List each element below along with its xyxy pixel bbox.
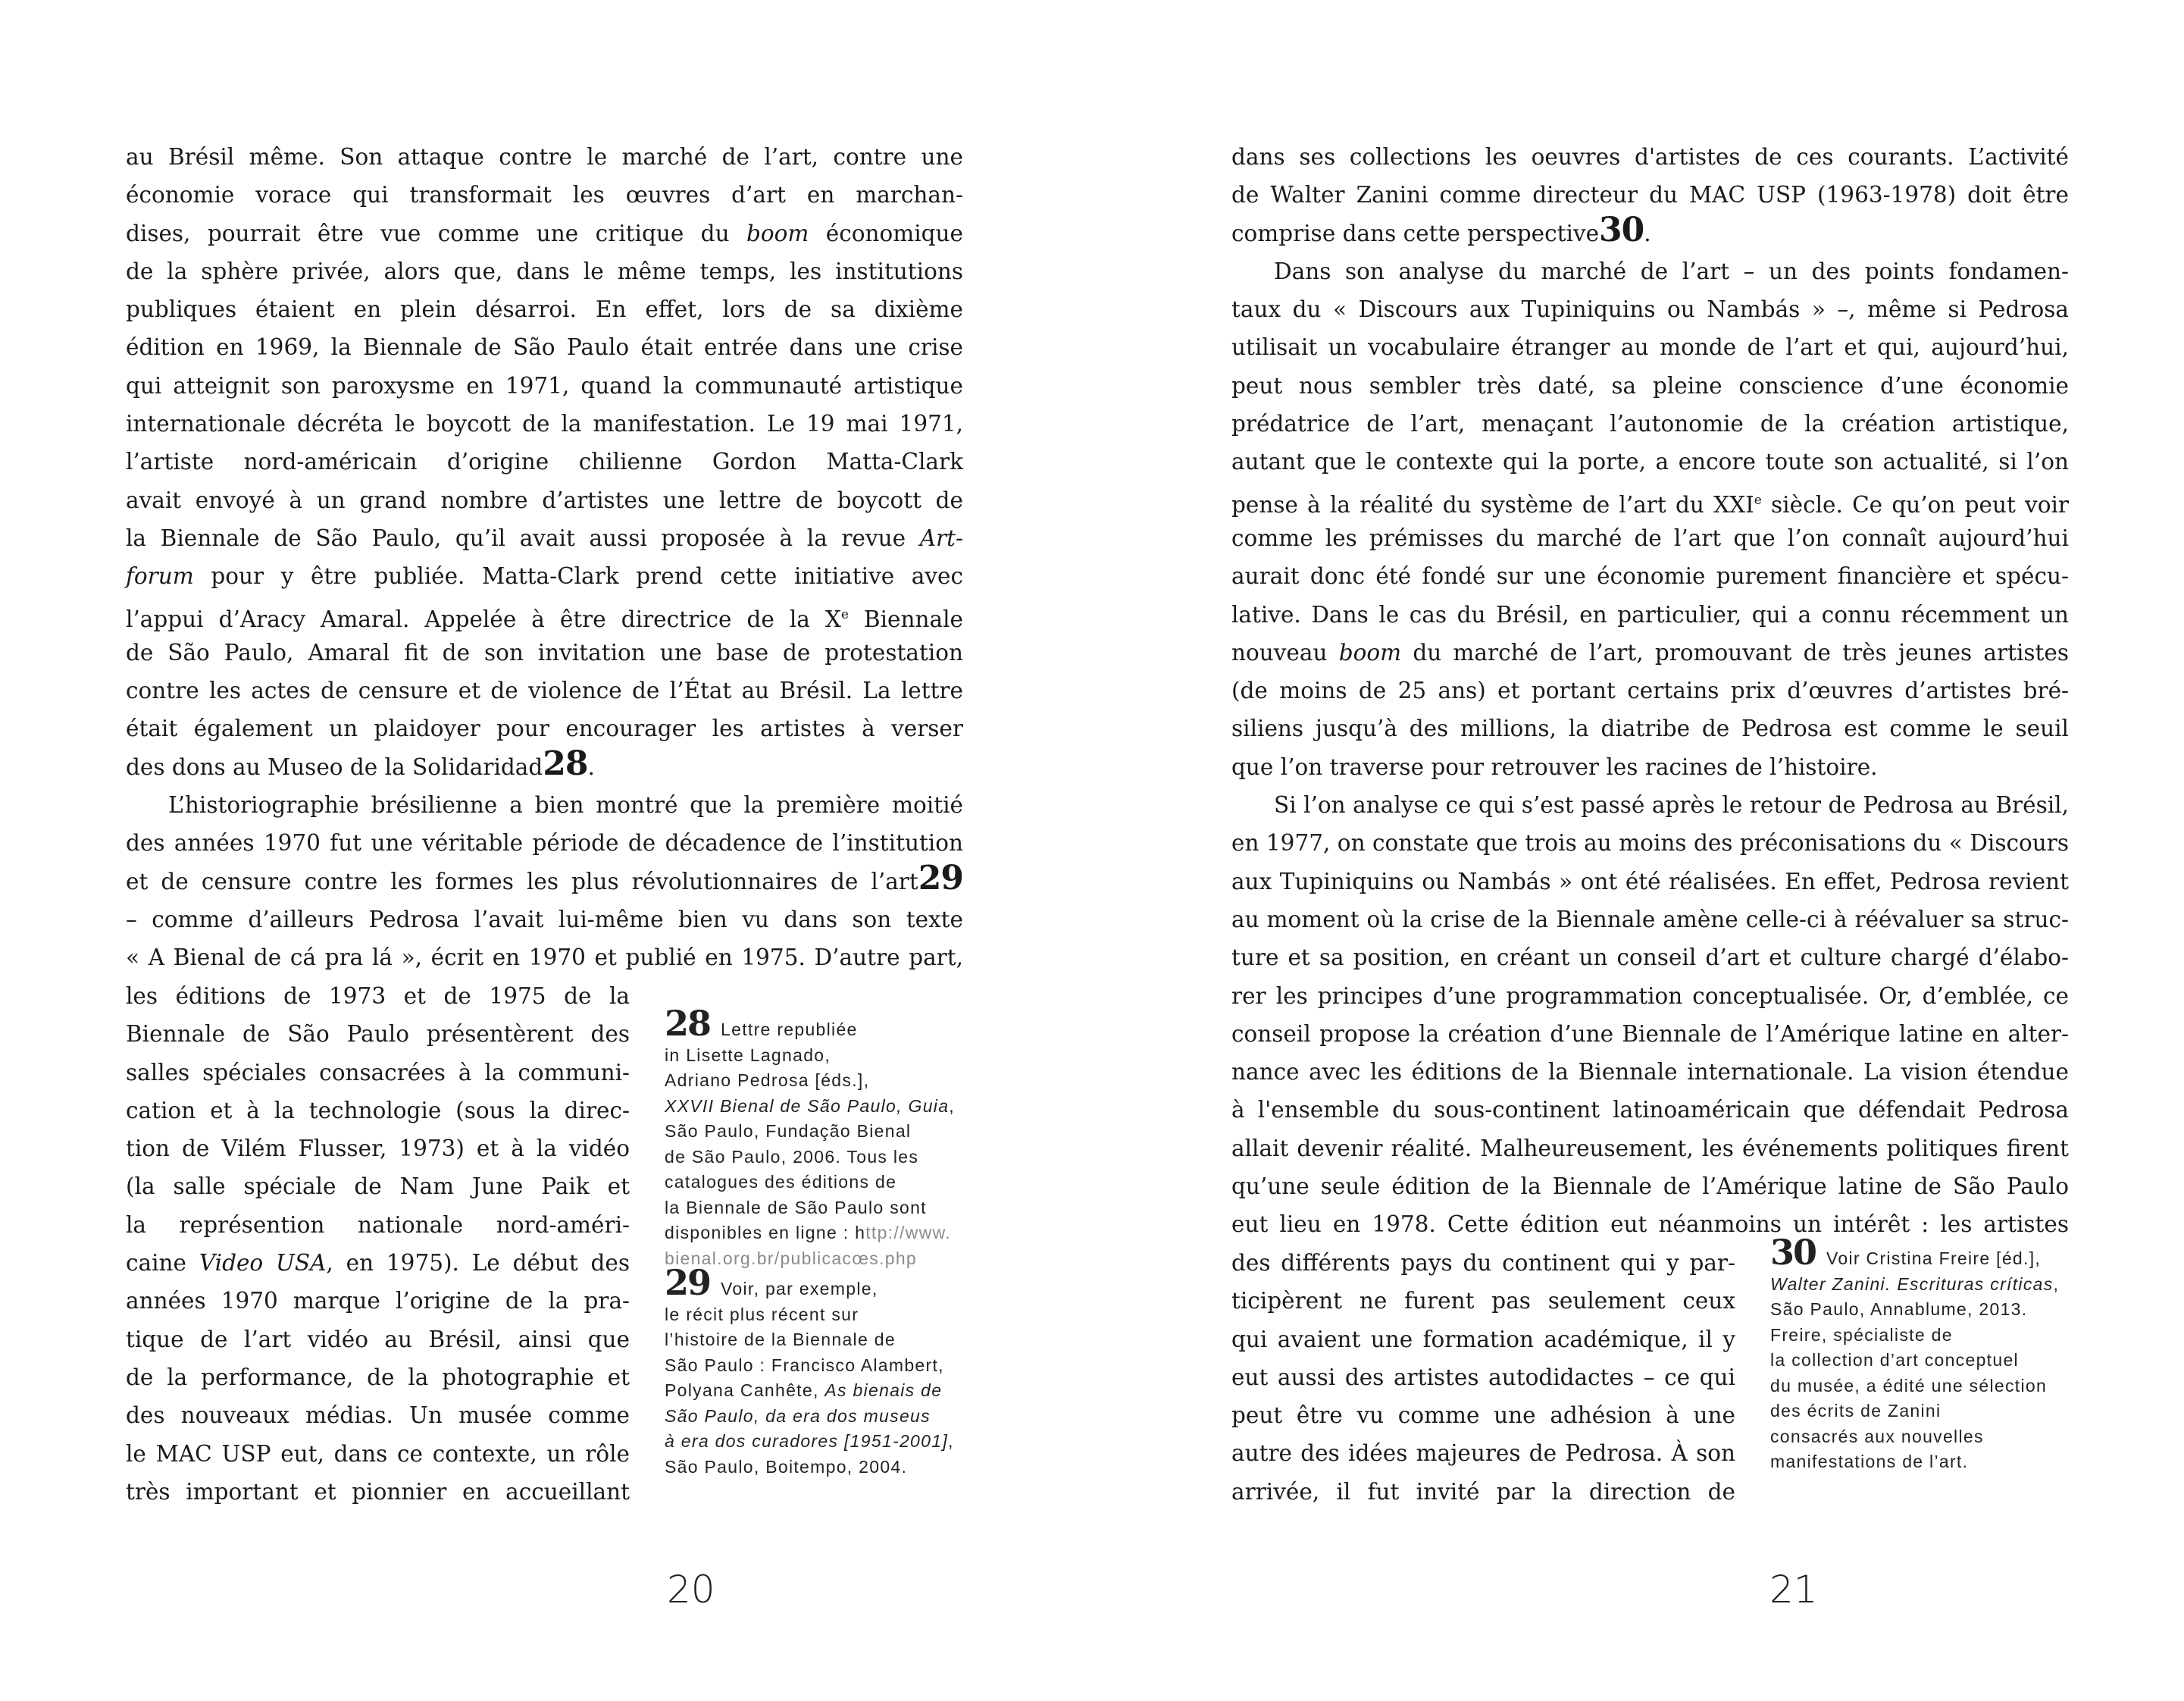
text-run: la Biennale de São Paulo sont [665,1197,927,1217]
right-narrow-body-text [1231,1244,1735,1511]
text-line [126,481,963,519]
text-line [1231,557,2069,595]
text-run: dises, pourrait être vue comme une critique du [126,220,746,246]
text-run: pense à la réalité du système de l’art du XXI [1231,491,1754,518]
footnote-line [665,1119,955,1145]
text-run: , en 1975). Le début des [326,1250,630,1277]
footnote-line [665,1068,955,1094]
text-line [1231,824,2069,862]
footnote-line [665,1429,954,1455]
text-line [126,519,963,557]
text-run: années 1970 marque l’origine de la pra- [126,1288,630,1314]
text-run: publiques étaient en plein désarroi. En effet, lors de sa dixième [126,296,963,323]
text-line [1231,710,2069,747]
text-run: nance avec les éditions de la Biennale internationale. La vision étendue [1231,1059,2069,1085]
text-run: contre les actes de censure et de violence de l’État au Brésil. La lettre [126,678,963,704]
text-line [1231,1244,1735,1282]
text-run: de São Paulo, Amaral fit de son invitation une base de protestation [126,639,963,666]
text-run: la représention nationale nord-améri- [126,1211,630,1238]
text-line [1231,1091,2069,1129]
text-run: . [1644,220,1651,246]
text-line [126,786,963,824]
footnote-line [665,1455,954,1480]
footnote-reference: 30 [1599,210,1644,249]
text-run: du musée, a édité une sélection [1770,1375,2048,1396]
text-line [126,1054,630,1092]
text-run: des dons au Museo de la Solidaridad [126,753,543,780]
text-line [126,138,963,176]
left-body-text [126,138,963,977]
footnote-line [1770,1348,2059,1374]
text-run: des écrits de Zanini [1770,1401,1942,1421]
text-line [126,634,963,672]
text-line [126,672,963,710]
text-run: cation et à la technologie (sous la direc- [126,1097,630,1123]
text-run: ticipèrent ne furent pas seulement ceux [1231,1288,1735,1314]
italic-text: Art- [919,525,963,551]
footnote-number: 28 [665,1003,711,1044]
text-run: siliens jusqu’à des millions, la diatribe de Pedrosa est comme le seuil [1231,716,2069,742]
text-line [126,1206,630,1244]
text-line [126,328,963,366]
text-run: arrivée, il fut invité par la direction de [1231,1478,1735,1505]
text-run: São Paulo : Francisco Alambert, [665,1355,944,1375]
text-run: des différents pays du continent qui y par- [1231,1250,1735,1276]
text-run: conseil propose la création d’une Biennale de l’Amérique latine en alter- [1231,1020,2069,1047]
footnote-line [665,1195,955,1221]
text-run: caine [126,1250,199,1277]
text-run: rer les principes d’une programmation conceptualisée. Or, d’emblée, ce [1231,982,2069,1009]
italic-text: São Paulo, da era dos museus [665,1405,931,1426]
text-line [126,1129,630,1167]
text-run: l’artiste nord-américain d’origine chilienne Gordon Matta-Clark [126,449,963,475]
text-run: des nouveaux médias. Un musée comme [126,1402,630,1429]
text-line [126,1244,630,1282]
text-run: le MAC USP eut, dans ce contexte, un rôle [126,1440,630,1467]
text-run: aurait donc été fondé sur une économie purement financière et spécu- [1231,563,2069,590]
text-line [126,1320,630,1358]
text-run: São Paulo, Annablume, 2013. [1770,1299,2028,1319]
text-run: qu’une seule édition de la Biennale de l’Amérique latine de São Paulo [1231,1173,2069,1200]
text-line [126,977,630,1015]
text-line [126,367,963,405]
page-number-left: 20 [667,1568,715,1612]
url-text: bienal.org.br/publicacœs.php [665,1248,918,1268]
text-run: autre des idées majeures de Pedrosa. À son [1231,1440,1735,1467]
footnote-line [665,1378,954,1404]
footnote-30 [1770,1232,2060,1475]
text-run: utilisait un vocabulaire étranger au monde de l’art et qui, aujourd’hui, [1231,334,2069,361]
text-run: qui avaient une formation académique, il y [1231,1326,1735,1352]
footnote-line [1770,1399,2059,1424]
footnote-line [665,1353,954,1379]
text-line [126,744,963,786]
text-run: eut aussi des artistes autodidactes – ce qui [1231,1364,1735,1390]
text-line [1231,481,2069,519]
text-run: de la performance, de la photographie et [126,1364,630,1390]
text-run: tion de Vilém Flusser, 1973) et à la vidéo [126,1136,630,1162]
text-line [126,443,963,481]
text-line [1231,252,2069,290]
text-line [126,1435,630,1473]
text-line [126,710,963,747]
text-line [126,1015,630,1053]
text-line [126,824,963,862]
footnote-line [665,1262,954,1303]
footnote-reference: 29 [918,858,963,897]
text-run: (de moins de 25 ans) et portant certains prix d’œuvres d’artistes bré- [1231,678,2069,704]
text-run: Si l’on analyse ce qui s’est passé après le retour de Pedrosa au Brésil, [1274,792,2069,819]
text-line [126,901,963,938]
text-line [126,1473,630,1511]
right-body-text [1231,138,2069,1244]
superscript: e [1754,492,1762,508]
text-line [126,176,963,214]
text-line [1231,1282,1735,1320]
text-line [126,405,963,443]
text-line [126,215,963,252]
text-line [1231,938,2069,976]
text-run: São Paulo, Fundação Bienal [665,1121,912,1141]
text-run: disponibles en ligne : h [665,1223,866,1242]
text-run: eut lieu en 1978. Cette édition eut néanmoins un intérêt : les artistes [1231,1211,2069,1238]
text-line [1231,367,2069,405]
text-run: lative. Dans le cas du Brésil, en particulier, qui a connu récemment un [1231,601,2069,628]
text-run: très important et pionnier en accueillant [126,1478,630,1505]
footnote-line [665,1327,954,1353]
text-run: Voir, par exemple, [721,1279,878,1298]
text-run: édition en 1969, la Biennale de São Paulo était entrée dans une crise [126,334,963,361]
text-line [1231,290,2069,328]
text-run: au moment où la crise de la Biennale amène celle-ci à réévaluer sa struc- [1231,906,2069,932]
text-run: comprise dans cette perspective [1231,220,1600,246]
text-line [1231,138,2069,176]
footnote-line [665,1220,955,1246]
text-run: Adriano Pedrosa [éds.], [665,1070,870,1090]
text-run: internationale décréta le boycott de la manifestation. Le 19 mai 1971, [126,411,963,437]
text-line [1231,210,2069,252]
text-line [1231,786,2069,824]
text-line [1231,176,2069,214]
text-line [1231,863,2069,901]
text-run: de São Paulo, 2006. Tous les [665,1146,919,1167]
text-run: allait devenir réalité. Malheureusement, les événements politiques firent [1231,1135,2069,1161]
text-line [1231,1358,1735,1396]
footnote-line [1770,1374,2059,1399]
left-narrow-body-text [126,977,630,1511]
text-run: « A Bienal de cá pra lá », écrit en 1970 et publié en 1975. D’autre part, [126,944,963,971]
text-run: manifestations de l’art. [1770,1452,1969,1471]
text-line [1231,1129,2069,1167]
footnote-line [665,1094,955,1120]
text-run: l’appui d’Aracy Amaral. Appelée à être directrice de la X [126,606,841,632]
text-line [126,290,963,328]
text-run: , [2053,1273,2060,1294]
footnote-29 [665,1262,954,1480]
text-run: salles spéciales consacrées à la communi- [126,1059,630,1085]
text-run: taux du « Discours aux Tupiniquins ou Nambás » –, même si Pedrosa [1231,296,2069,323]
text-run: les éditions de 1973 et de 1975 de la [126,983,630,1009]
text-run: le récit plus récent sur [665,1304,859,1324]
text-run: l’histoire de la Biennale de [665,1330,896,1349]
text-line [1231,672,2069,710]
text-run: nouveau [1231,639,1339,666]
text-run: Freire, spécialiste de [1770,1324,1953,1345]
text-run: la collection d’art conceptuel [1770,1350,2019,1370]
text-run: était également un plaidoyer pour encourager les artistes à verser [126,716,963,742]
footnote-line [665,1043,955,1069]
text-run: (la salle spéciale de Nam June Paik et [126,1173,630,1200]
text-run: en 1977, on constate que trois au moins des préconisations du « Discours [1231,830,2069,857]
footnote-reference: 28 [543,744,588,783]
text-run: économie vorace qui transformait les œuvres d’art en marchan- [126,182,963,208]
text-line [126,1358,630,1396]
text-line [1231,748,2069,786]
text-line [1231,977,2069,1015]
text-run: Biennale [848,606,963,632]
text-run: Voir Cristina Freire [éd.], [1826,1248,2042,1268]
text-run: peut être vu comme une adhésion à une [1231,1402,1735,1429]
footnote-line [1770,1272,2059,1298]
text-line [126,252,963,290]
text-line [1231,328,2069,366]
text-line [1231,443,2069,481]
text-run: autant que le contexte qui la porte, a encore toute son actualité, si l’on [1231,449,2069,475]
text-run: in Lisette Lagnado, [665,1045,831,1065]
text-run: siècle. Ce qu’on peut voir [1761,491,2069,518]
page-number-right: 21 [1769,1568,1818,1612]
footnote-line [665,1170,955,1195]
text-line [1231,405,2069,443]
text-run: , [949,1095,955,1116]
text-run: L’historiographie brésilienne a bien montré que la première moitié [168,792,963,819]
text-run: du marché de l’art, promouvant de très jeunes artistes [1401,639,2069,666]
footnote-line [665,1145,955,1170]
text-run: peut nous sembler très daté, sa pleine conscience d’une économie [1231,372,2069,399]
footnote-28 [665,1003,955,1271]
text-run: et de censure contre les formes les plus révolutionnaires de l’art [126,868,918,894]
text-run: Polyana Canhête, [665,1380,825,1400]
text-line [126,557,963,595]
text-run: Dans son analyse du marché de l’art – un des points fondamen- [1274,258,2069,284]
footnote-line [1770,1297,2059,1323]
text-line [1231,1167,2069,1205]
text-line [126,1167,630,1205]
text-line [126,1282,630,1320]
text-run: des années 1970 fut une véritable période de décadence de l’institution [126,830,963,857]
text-run: au Brésil même. Son attaque contre le marché de l’art, contre une [126,144,963,170]
footnote-line [1770,1232,2059,1273]
text-run: dans ses collections les oeuvres d'artistes de ces courants. L’activité [1231,144,2069,170]
text-run: consacrés aux nouvelles [1770,1426,1984,1446]
text-run: Lettre republiée [721,1020,858,1039]
text-run: aux Tupiniquins ou Nambás » ont été réalisées. En effet, Pedrosa revient [1231,868,2069,894]
text-line [1231,1473,1735,1511]
footnote-line [1770,1449,2059,1475]
italic-text: XXVII Bienal de São Paulo, Guia [665,1095,950,1116]
superscript: e [840,606,849,622]
italic-text: Video USA [199,1250,327,1277]
text-line [1231,1434,1735,1472]
text-line [126,1092,630,1129]
text-run: avait envoyé à un grand nombre d’artistes une lettre de boycott de [126,487,963,513]
italic-text: boom [1338,639,1402,666]
text-run: de Walter Zanini comme directeur du MAC USP (1963-1978) doit être [1231,182,2069,208]
footnote-line [1770,1323,2059,1349]
italic-text: As bienais de [824,1380,943,1400]
text-run: . [587,753,595,780]
text-run: la Biennale de São Paulo, qu’il avait aussi proposée à la revue [126,525,920,551]
text-line [1231,1015,2069,1053]
text-line [1231,519,2069,557]
text-run: de la sphère privée, alors que, dans le même temps, les institutions [126,258,963,284]
text-line [1231,1396,1735,1434]
footnote-number: 29 [665,1262,711,1303]
text-run: – comme d’ailleurs Pedrosa l’avait lui-même bien vu dans son texte [126,906,963,932]
text-run: que l’on traverse pour retrouver les racines de l’histoire. [1231,753,1878,780]
text-line [1231,1053,2069,1091]
footnote-line [665,1302,954,1328]
text-run: prédatrice de l’art, menaçant l’autonomie de la création artistique, [1231,411,2069,437]
text-run: pour y être publiée. Matta-Clark prend cette initiative avec [193,563,963,590]
footnote-number: 30 [1770,1232,1816,1273]
text-run: économique [809,220,963,246]
url-text: ttp://www. [865,1223,951,1242]
text-run: São Paulo, Boitempo, 2004. [665,1456,908,1477]
footnote-line [1770,1424,2059,1450]
text-run: catalogues des éditions de [665,1172,897,1192]
text-run: tique de l’art vidéo au Brésil, ainsi que [126,1326,630,1352]
italic-text: à era dos curadores [1951-2001] [665,1431,949,1451]
text-line [1231,634,2069,672]
text-run: qui atteignit son paroxysme en 1971, quand la communauté artistique [126,372,963,399]
italic-text: forum [126,563,194,590]
text-run: Biennale de São Paulo présentèrent des [126,1021,630,1048]
text-line [126,938,963,976]
text-line [126,858,963,901]
text-run: comme les prémisses du marché de l’art que l’on connaît aujourd’hui [1231,525,2069,551]
text-run: à l'ensemble du sous-continent latinoaméricain que défendait Pedrosa [1231,1097,2069,1123]
text-run: , [948,1431,954,1451]
text-run: ture et sa position, en créant un conseil d’art et culture chargé d’élabo- [1231,944,2069,971]
text-line [126,1396,630,1434]
text-line [1231,901,2069,938]
text-line [1231,596,2069,634]
footnote-line [665,1404,954,1430]
text-line [1231,1320,1735,1358]
text-line [1231,1205,2069,1243]
italic-text: Walter Zanini. Escrituras críticas [1770,1273,2054,1294]
italic-text: boom [746,220,809,246]
text-line [126,596,963,634]
footnote-line [665,1003,955,1044]
